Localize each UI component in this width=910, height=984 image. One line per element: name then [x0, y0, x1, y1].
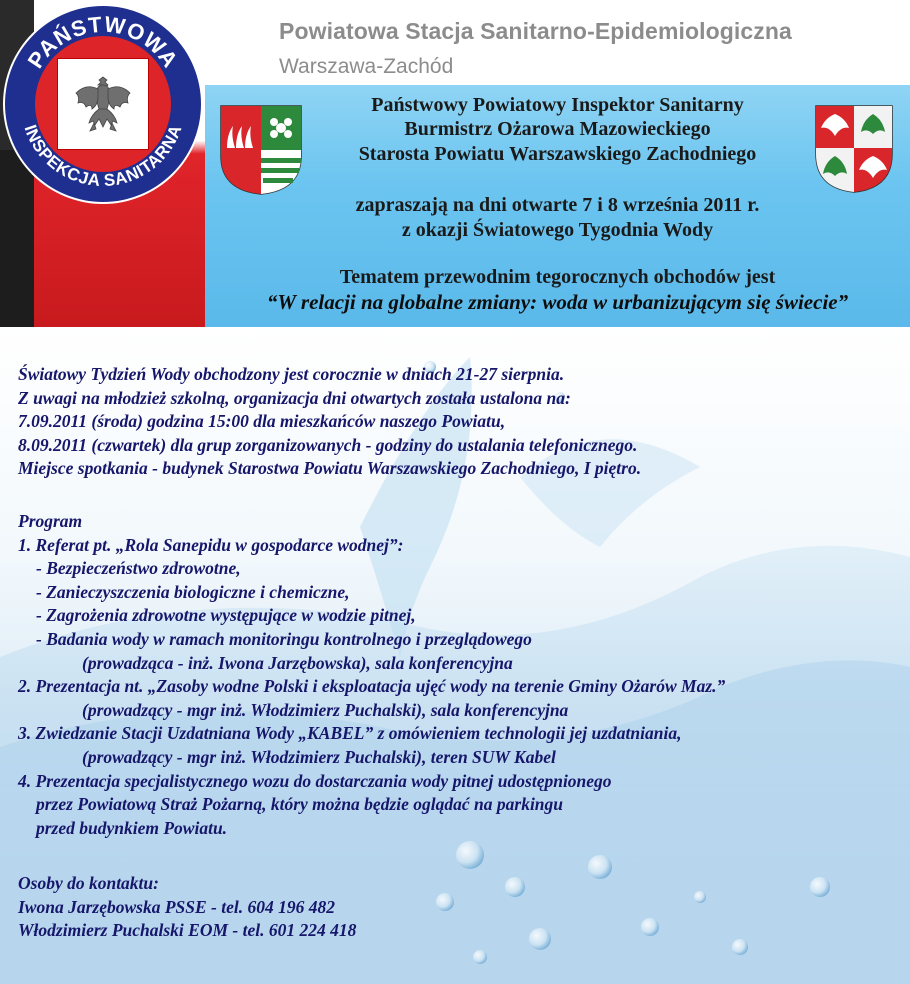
intro-line: 7.09.2011 (środa) godzina 15:00 dla mieszkańców naszego Powiatu,	[18, 411, 506, 432]
svg-text:PAŃSTWOWA	[23, 11, 184, 72]
program-line: 4. Prezentacja specjalistycznego wozu do dostarczania wody pitnej udostępnionego	[18, 770, 612, 791]
invitation-line-2: z okazji Światowego Tygodnia Wody	[401, 219, 714, 241]
badge-top-text: PAŃSTWOWA	[22, 11, 184, 73]
invitation-line-1: zapraszają na dni otwarte 7 i 8 września 2011 r.	[355, 194, 760, 216]
contact-line: Włodzimierz Puchalski EOM - tel. 601 224 418	[18, 920, 357, 941]
theme-quote: “W relacji na globalne zmiany: woda w urbanizującym się świecie”	[266, 290, 849, 314]
program-line: - Zanieczyszczenia biologiczne i chemiczne,	[36, 581, 350, 602]
organizer-3: Starosta Powiatu Warszawskiego Zachodniego	[358, 143, 757, 165]
intro-block	[18, 363, 641, 481]
sanitary-inspection-badge	[5, 6, 201, 202]
contacts-heading: Osoby do kontaktu:	[18, 873, 159, 893]
organizer-1: Państwowy Powiatowy Inspektor Sanitarny	[371, 94, 744, 116]
program-line: - Zagrożenia zdrowotne występujące w wodzie pitnej,	[36, 605, 416, 626]
program-line: - Badania wody w ramach monitoringu kontrolnego i przeglądowego	[36, 628, 532, 649]
program-line: przed budynkiem Powiatu.	[36, 817, 228, 838]
program-line: przez Powiatową Straż Pożarną, który można będzie oglądać na parkingu	[36, 794, 564, 815]
intro-line: Z uwagi na młodzież szkolną, organizacja dni otwartych została ustalona na:	[18, 387, 571, 408]
program-block	[18, 510, 725, 840]
program-line: 1. Referat pt. „Rola Sanepidu w gospodarce wodnej”:	[18, 534, 404, 555]
header-title: Powiatowa Stacja Sanitarno-Epidemiologiczna	[279, 18, 792, 44]
logo-column	[0, 0, 205, 327]
svg-text:INSPEKCJA SANITARNA	[21, 122, 186, 190]
header-subtitle: Warszawa-Zachód	[279, 55, 454, 78]
badge-bottom-text: INSPEKCJA SANITARNA	[20, 122, 186, 191]
contacts-block	[18, 872, 356, 943]
contact-line: Iwona Jarzębowska PSSE - tel. 604 196 482	[18, 896, 335, 917]
program-line: - Bezpieczeństwo zdrowotne,	[36, 558, 241, 579]
intro-line: Światowy Tydzień Wody obchodzony jest corocznie w dniach 21-27 sierpnia.	[18, 364, 565, 384]
intro-line: Miejsce spotkania - budynek Starostwa Powiatu Warszawskiego Zachodniego, I piętro.	[18, 458, 642, 479]
program-line: 3. Zwiedzanie Stacji Uzdatniana Wody „KABEL” z omówieniem technologii jej uzdatniania,	[18, 723, 682, 744]
program-line: 2. Prezentacja nt. „Zasoby wodne Polski i eksploatacja ujęć wody na terenie Gminy Ożarów Maz.”	[18, 676, 726, 697]
program-heading: Program	[18, 511, 83, 531]
program-line: (prowadząca - inż. Iwona Jarzębowska), sala konferencyjna	[82, 652, 513, 673]
badge-ring-text	[5, 6, 201, 202]
program-line: (prowadzący - mgr inż. Włodzimierz Puchalski), sala konferencyjna	[82, 699, 569, 720]
program-line: (prowadzący - mgr inż. Włodzimierz Puchalski), teren SUW Kabel	[82, 746, 556, 767]
intro-line: 8.09.2011 (czwartek) dla grup zorganizowanych - godziny do ustalania telefonicznego.	[18, 434, 638, 455]
organizer-2: Burmistrz Ożarowa Mazowieckiego	[404, 118, 711, 140]
theme-label: Tematem przewodnim tegorocznych obchodów jest	[339, 266, 776, 288]
